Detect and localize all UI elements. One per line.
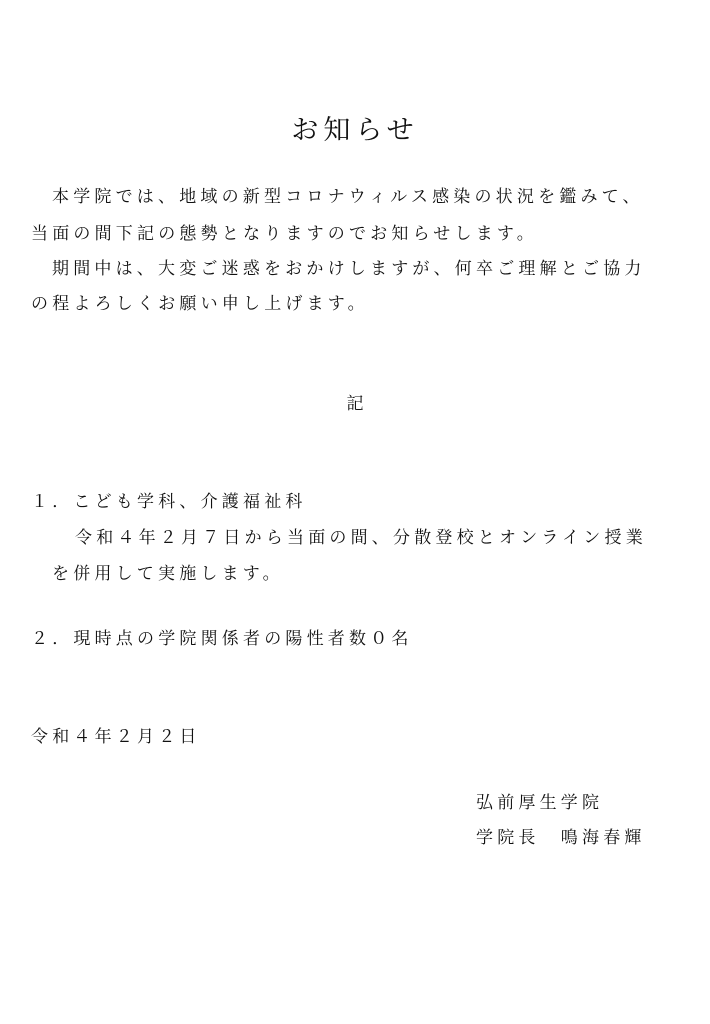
intro-line-3: 期間中は、大変ご迷惑をおかけしますが、何卒ご理解とご協力 bbox=[52, 259, 646, 279]
item-1-body-line-1: 令和４年２月７日から当面の間、分散登校とオンライン授業 bbox=[75, 528, 647, 548]
notice-date: 令和４年２月２日 bbox=[31, 727, 201, 747]
issuer-organization: 弘前厚生学院 bbox=[476, 793, 604, 813]
intro-line-4: の程よろしくお願い申し上げます。 bbox=[31, 294, 369, 314]
item-1-body-line-2: を併用して実施します。 bbox=[52, 564, 284, 584]
item-2-heading: ２．現時点の学院関係者の陽性者数０名 bbox=[31, 629, 413, 649]
intro-line-1: 本学院では、地域の新型コロナウィルス感染の状況を鑑みて、 bbox=[52, 187, 644, 207]
notice-title: お知らせ bbox=[291, 115, 419, 146]
ki-heading: 記 bbox=[346, 394, 364, 414]
intro-line-2: 当面の間下記の態勢となりますのでお知らせします。 bbox=[31, 224, 538, 244]
item-1-heading: １．こども学科、介護福祉科 bbox=[31, 492, 307, 512]
issuer-signatory: 学院長 鳴海春輝 bbox=[476, 828, 646, 848]
